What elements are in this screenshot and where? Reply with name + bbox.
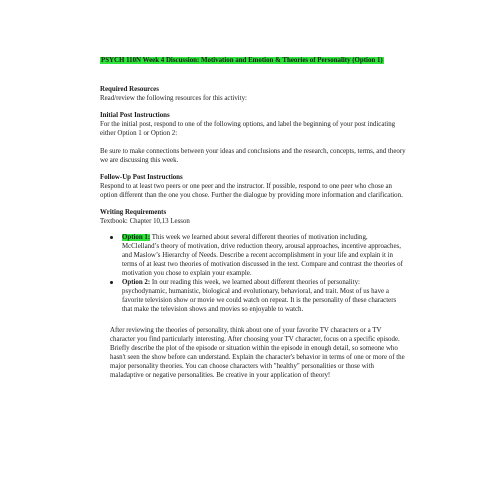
required-resources-text: Read/review the following resources for this activity:	[100, 94, 247, 102]
option-2-label: Option 2:	[122, 278, 151, 286]
writing-requirements-heading: Writing Requirements	[100, 208, 167, 216]
document-title: PSYCH 110N Week 4 Discussion: Motivation and Emotion & Theories of Personality (Option 1)	[101, 57, 383, 64]
options-list	[100, 233, 406, 314]
required-resources-section	[100, 85, 406, 103]
initial-post-text: For the initial post, respond to one of the following options, and label the beginning of your post indicating either Option 1 or Option 2:	[100, 120, 396, 137]
closing-paragraph: After reviewing the theories of personality, think about one of your favorite TV characters or a TV character you find particularly interesting. After choosing your TV character, focus on a specific episode. Briefly describe the plot of the episode or situation within the episode in enough detail, so someone who hasn't seen the show before can understand. Explain the character's behavior in terms of one or more of the major personality theories. You can choose characters with "healthy" personalities or those with maladaptive or negative personalities. Be creative in your application of theory!	[110, 326, 405, 379]
initial-post-heading: Initial Post Instructions	[100, 111, 170, 119]
list-item-option-1	[100, 233, 406, 278]
document-page	[100, 56, 406, 380]
initial-post-connections-text: Be sure to make connections between your ideas and conclusions and the research, concepts, terms, and theory we are discussing this week.	[100, 147, 406, 164]
followup-section	[100, 173, 406, 200]
title-block	[100, 56, 406, 66]
bullet-icon	[110, 236, 113, 239]
option-2-text: In our reading this week, we learned about different theories of personality: psychodynamic, humanistic, biological and evolutionary, behavioral, and trait. Most of us have a favorite television show or movie we could watch on repeat. It is the personality of these characters that make the television shows and movies so enjoyable to watch.	[122, 278, 397, 313]
list-item-option-2	[100, 278, 406, 314]
bullet-icon	[110, 281, 113, 284]
required-resources-heading: Required Resources	[100, 85, 159, 93]
initial-post-section	[100, 111, 406, 165]
option-1-label: Option 1:	[122, 233, 151, 241]
option-1-text: This week we learned about several different theories of motivation including, McClelland’s theory of motivation, drive reduction theory, arousal approaches, incentive approaches, and Maslow’s Hierarchy of Needs. Describe a recent accomplishment in your life and explain it in terms of at least two theories of motivation discussed in the text. Compare and contrast the theories of motivation you chose to explain your example.	[122, 233, 403, 277]
writing-requirements-section	[100, 208, 406, 226]
followup-heading: Follow-Up Post Instructions	[100, 173, 183, 181]
writing-requirements-text: Textbook: Chapter 10,13 Lesson	[100, 217, 190, 225]
followup-text: Respond to at least two peers or one peer and the instructor. If possible, respond to one peer who chose an option different than the one you chose. Further the dialogue by providing more information and clarification.	[100, 182, 403, 199]
